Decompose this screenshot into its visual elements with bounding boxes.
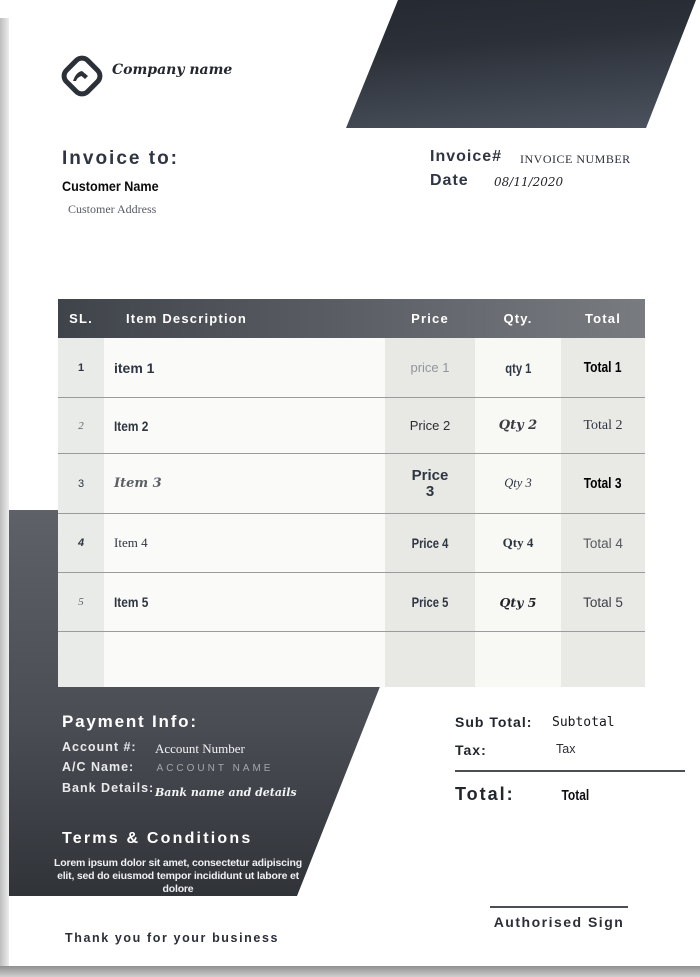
cell-item: Item 2 [104, 398, 385, 453]
subtotal-value: Subtotal [552, 715, 615, 730]
header-item-description: Item Description [126, 311, 248, 326]
cell-price: Price 2 [385, 398, 475, 453]
customer-name: Customer Name [62, 178, 159, 194]
cell-price: Price 5 [385, 573, 475, 631]
table-row [58, 453, 645, 513]
cell-total: Total 1 [561, 338, 645, 397]
header-qty: Qty. [503, 311, 533, 326]
cell-item: Item 3 [104, 454, 385, 513]
cell-item: item 1 [104, 338, 385, 397]
cell-price: Price 3 [385, 454, 475, 513]
cell-qty: Qty 3 [475, 454, 561, 513]
table-header-row [58, 299, 645, 338]
bank-details-value: Bank name and details [155, 786, 297, 799]
company-logo-icon [54, 48, 110, 104]
cell-item: Item 4 [104, 514, 385, 572]
cell-sl: 1 [58, 338, 104, 397]
cell-qty: Qty 5 [475, 573, 561, 631]
cell-price: Price 4 [385, 514, 475, 572]
company-name: Company name [112, 62, 233, 78]
total-value: Total [561, 787, 590, 804]
thank-you-note: Thank you for your business [65, 931, 280, 945]
header-total: Total [584, 311, 622, 326]
account-number-label: Account #: [62, 740, 137, 754]
invoice-to-heading: Invoice to: [62, 148, 180, 169]
totals-divider [455, 770, 685, 772]
items-table [58, 299, 645, 687]
cell-total: Total 4 [561, 514, 645, 572]
cell-sl: 5 [58, 573, 104, 631]
account-name-label: A/C Name: [62, 760, 135, 774]
total-label: Total: [455, 784, 515, 804]
signature-line [490, 906, 628, 908]
subtotal-label: Sub Total: [455, 714, 533, 730]
page-edge-bottom [0, 966, 700, 977]
invoice-number-value: INVOICE NUMBER [520, 152, 631, 166]
table-row [58, 513, 645, 572]
page-edge-left [0, 18, 9, 968]
terms-body: Lorem ipsum dolor sit amet, consectetur adipiscing elit, sed do eiusmod tempor incididunt ut labore et dolore [54, 857, 302, 896]
cell-qty: Qty 4 [475, 514, 561, 572]
cell-price: price 1 [385, 338, 475, 397]
cell-total: Total 5 [561, 573, 645, 631]
tax-label: Tax: [455, 742, 487, 758]
cell-total: Total 3 [561, 454, 645, 513]
cell-qty: qty 1 [475, 338, 561, 397]
terms-heading: Terms & Conditions [62, 830, 253, 847]
cell-total: Total 2 [561, 398, 645, 453]
header-price: Price [411, 311, 449, 326]
customer-address: Customer Address [68, 202, 157, 216]
tax-value: Tax [556, 742, 576, 756]
table-row [58, 397, 645, 453]
account-name-value: ACCOUNT NAME [156, 763, 274, 774]
bank-details-label: Bank Details: [62, 781, 155, 795]
invoice-number-label: Invoice# [430, 148, 503, 165]
date-label: Date [430, 172, 469, 189]
table-row [58, 572, 645, 631]
authorised-sign-label: Authorised Sign [493, 914, 625, 930]
table-row [58, 338, 645, 397]
table-row-empty [58, 631, 645, 687]
cell-item: Item 5 [104, 573, 385, 631]
date-value: 08/11/2020 [494, 175, 564, 189]
cell-sl: 2 [58, 398, 104, 453]
cell-qty: Qty 2 [475, 398, 561, 453]
account-number-value: Account Number [155, 741, 245, 756]
header-sl: SL. [69, 311, 93, 326]
payment-info-heading: Payment Info: [62, 712, 198, 731]
cell-sl: 3 [58, 454, 104, 513]
cell-sl: 4 [58, 514, 104, 572]
